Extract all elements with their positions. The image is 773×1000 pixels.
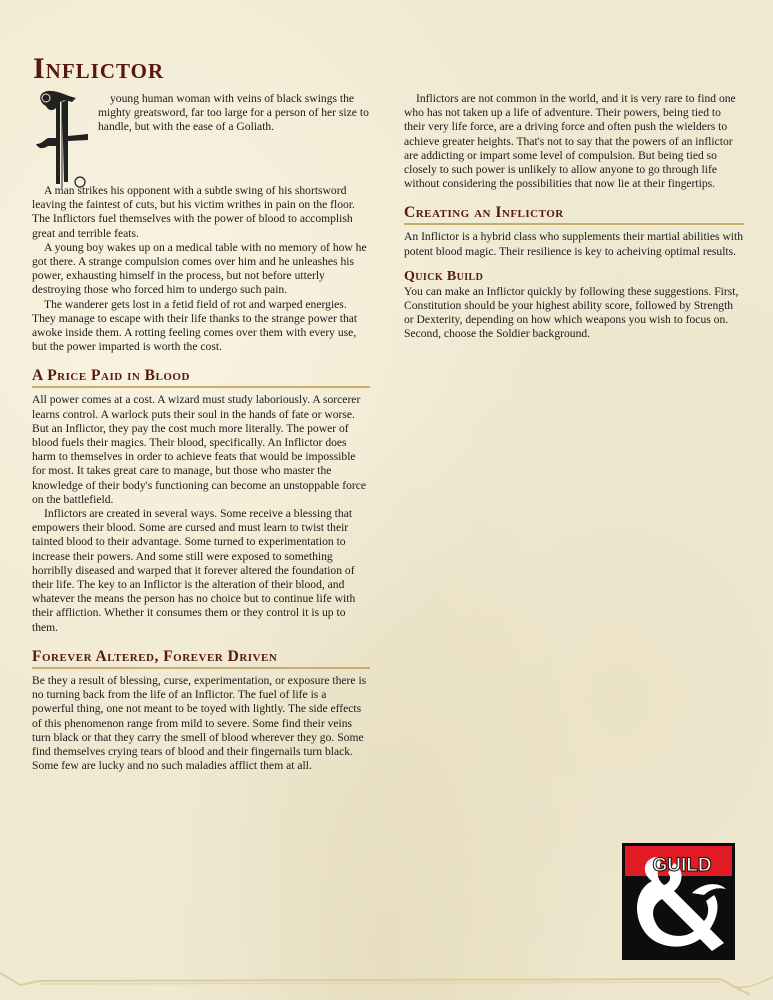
- section-heading-creating-an-inflictor: Creating an Inflictor: [404, 203, 744, 225]
- body-paragraph: An Inflictor is a hybrid class who supplements their martial abilities with potent blood magic. Their resilience is key to acheiving optimal results.: [404, 230, 744, 258]
- section-heading-price-paid-in-blood: A Price Paid in Blood: [32, 366, 370, 388]
- left-column: [32, 92, 370, 773]
- intro-paragraph: young human woman with veins of black swings the mighty greatsword, far too large for a person of her size to handle, but with the ease of a Goliath.: [98, 92, 369, 134]
- body-paragraph: A young boy wakes up on a medical table with no memory of how he got there. A strange compulsion comes over him and he unleashes his power, exhausting himself in the process, but not before utterly destroying those who forced him to undergo such pain.: [32, 240, 367, 297]
- body-paragraph: You can make an Inflictor quickly by following these suggestions. First, Constitution should be your highest ability score, followed by Strength or Dexterity, depending on how which weapons you wish to focus on. Second, choose the Soldier background.: [404, 284, 739, 341]
- dropcap-a-icon: [32, 86, 90, 190]
- right-column: [404, 92, 744, 342]
- intro-block: [32, 92, 370, 184]
- body-paragraph: Inflictors are created in several ways. Some receive a blessing that empowers their blood. Some are cursed and must learn to twist their tainted blood to their advantage. Some turned to experimentation to increase their powers. And some still were exposed to something horriblly diseased and warped that it forever altered the foundation of their life. The key to an Inflictor is the alteration of their blood, and whatever the means the person has no choice but to continue life with their affliction. Whether it consumes them or they control it is up to them.: [32, 507, 356, 634]
- subsection-heading-quick-build: Quick Build: [404, 268, 484, 284]
- body-paragraph: A man strikes his opponent with a subtle swing of his shortsword leaving the faintest of cuts, but his victim writhes in pain on the floor. The Inflictors fuel themselves with the power of blood to accomplish great and terrible feats.: [32, 184, 355, 240]
- page-footer-ornament: [0, 965, 773, 1000]
- dnd-guild-logo: [622, 843, 735, 960]
- body-paragraph: Be they a result of blessing, curse, experimentation, or exposure there is no turning back from the life of an Inflictor. The fuel of life is a powerful thing, one not meant to be toyed with lightly. The side effects of this phenomenon range from mild to severe. Some find their veins turn black or that they carry the smell of blood wherever they go. Some find themselves crying tears of blood and their fingernails turn black. Some few are lucky and no such maladies afflict them at all.: [32, 673, 367, 773]
- body-paragraph: All power comes at a cost. A wizard must study laboriously. A sorcerer learns control. A warlock puts their soul in the hands of fate or worse. But an Inflictor, they pay the cost much more literally. The power of blood fuels their magics. Their blood, specifically. An Inflictor does harm to themselves in order to achieve feats that would be impossible for most. It takes great care to manage, but those who master the knowledge of their body's functioning can become an unstoppable force on the battlefield.: [32, 393, 367, 506]
- page-title: Inflictor: [33, 52, 165, 85]
- body-paragraph: Inflictors are not common in the world, and it is very rare to find one who has not taken up a life of adventure. Their powers, being tied to their very life force, are a driving force and often push the wielders to achieve greater heights. That's not to say that the powers of an inflictor are addicting or impart some level of compulsion. But being tied so closely to such power is unlikely to allow anyone to go through life without considering the possibilities that now lie at their fingertips.: [404, 92, 736, 191]
- body-paragraph: The wanderer gets lost in a fetid field of rot and warped energies. They manage to escape with their life thanks to the strange power that awoke inside them. A rotting feeling comes over them with every use, but the power imparted is worth the cost.: [32, 297, 358, 354]
- section-heading-forever-altered: Forever Altered, Forever Driven: [32, 647, 370, 669]
- svg-text:GUILD: GUILD: [652, 855, 712, 876]
